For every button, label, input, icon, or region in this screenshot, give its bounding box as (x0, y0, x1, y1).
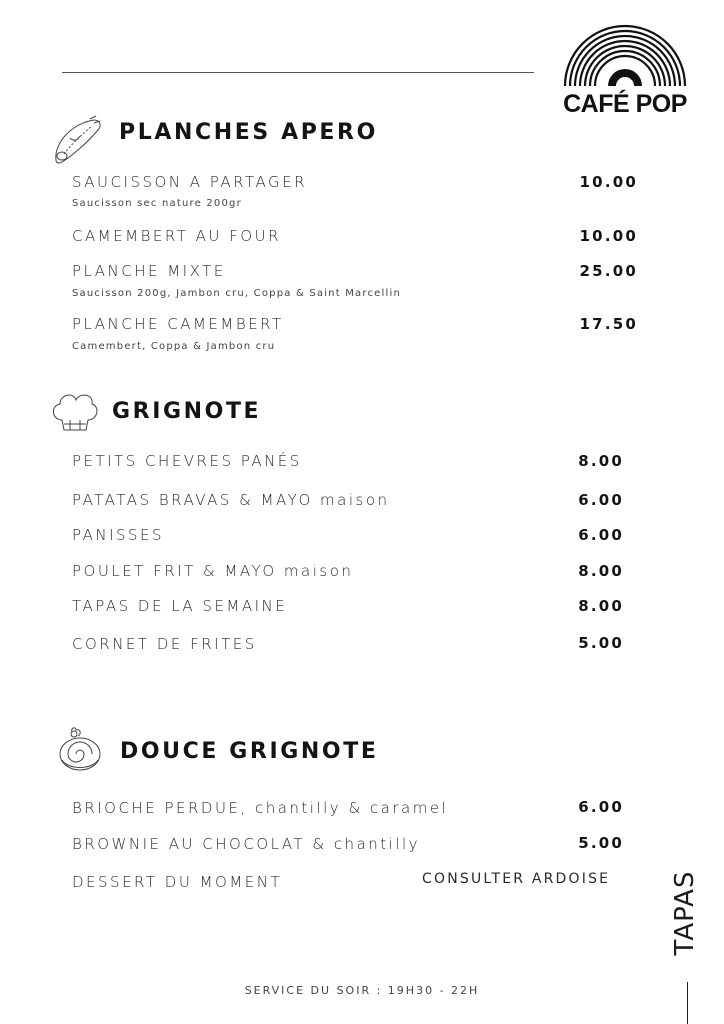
sausage-icon (50, 114, 102, 166)
item-price: 17.50 (579, 315, 638, 333)
item-price: 8.00 (578, 562, 624, 580)
item-description: Saucisson 200g, Jambon cru, Coppa & Saint Marcellin (72, 288, 401, 299)
item-price: 10.00 (579, 227, 638, 245)
item-price: 8.00 (578, 452, 624, 470)
item-price: 6.00 (578, 798, 624, 816)
section-title-grignote: GRIGNOTE (112, 399, 262, 424)
item-description: Saucisson sec nature 200gr (72, 198, 242, 209)
item-name: SAUCISSON A PARTAGER (72, 173, 308, 191)
item-description: Camembert, Coppa & Jambon cru (72, 341, 276, 352)
chef-hat-icon (48, 386, 100, 438)
header-divider (62, 72, 534, 73)
item-name: PLANCHE CAMEMBERT (72, 315, 284, 333)
item-price: 5.00 (578, 834, 624, 852)
side-label-tapas: TAPAS (670, 870, 700, 956)
cafe-pop-logo (558, 22, 692, 122)
service-hours: SERVICE DU SOIR : 19H30 - 22H (244, 984, 480, 997)
brand-name: CAFÉ POP (563, 90, 687, 118)
item-price-consult: CONSULTER ARDOISE (422, 871, 611, 887)
section-title-planches-apero: PLANCHES APERO (119, 120, 378, 145)
item-name: DESSERT DU MOMENT (72, 873, 283, 891)
item-name: POULET FRIT & MAYO maison (72, 562, 354, 580)
section-title-douce-grignote: DOUCE GRIGNOTE (120, 739, 379, 764)
item-price: 6.00 (578, 526, 624, 544)
item-price: 5.00 (578, 634, 624, 652)
item-price: 25.00 (579, 262, 638, 280)
item-name: CAMEMBERT AU FOUR (72, 227, 282, 245)
item-price: 10.00 (579, 173, 638, 191)
item-name: PATATAS BRAVAS & MAYO maison (72, 491, 390, 509)
item-name: PANISSES (72, 526, 165, 544)
item-price: 8.00 (578, 597, 624, 615)
cake-roll-icon (52, 724, 104, 776)
item-name: CORNET DE FRITES (72, 635, 257, 653)
item-name: PLANCHE MIXTE (72, 262, 226, 280)
item-name: PETITS CHEVRES PANÉS (72, 452, 302, 470)
item-name: BRIOCHE PERDUE, chantilly & caramel (72, 799, 449, 817)
item-name: TAPAS DE LA SEMAINE (72, 597, 288, 615)
record-arcs-icon (562, 22, 688, 88)
item-name: BROWNIE AU CHOCOLAT & chantilly (72, 835, 421, 853)
item-price: 6.00 (578, 491, 624, 509)
